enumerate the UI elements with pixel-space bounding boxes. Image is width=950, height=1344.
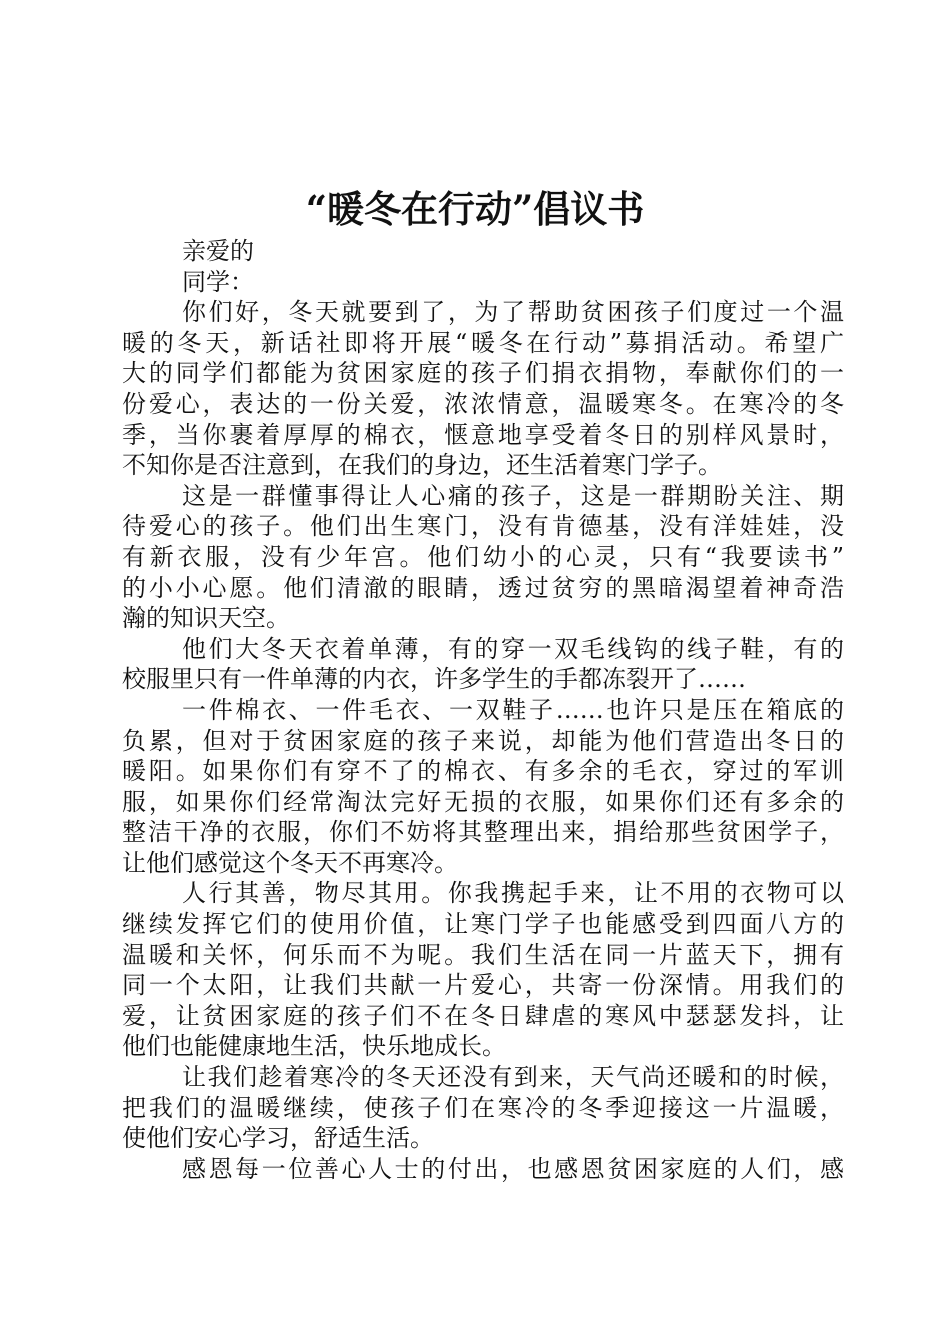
text-line: 爱，让贫困家庭的孩子们不在冬日肆虐的寒风中瑟瑟发抖，让 [122, 1001, 844, 1030]
text-line: 校服里只有一件单薄的内衣，许多学生的手都冻裂开了…… [122, 665, 746, 694]
text-line: 你们好，冬天就要到了，为了帮助贫困孩子们度过一个温 [182, 298, 844, 327]
text-line: 整洁干净的衣服，你们不妨将其整理出来，捐给那些贫困学子， [122, 818, 844, 847]
text-line: 不知你是否注意到，在我们的身边，还生活着寒门学子。 [122, 451, 722, 480]
document-title: “暖冬在行动”倡议书 [305, 187, 645, 231]
text-line: 人行其善，物尽其用。你我携起手来，让不用的衣物可以 [182, 879, 844, 908]
text-line: 服，如果你们经常淘汰完好无损的衣服，如果你们还有多余的 [122, 787, 844, 816]
text-line: 份爱心，表达的一份关爱，浓浓情意，温暖寒冬。在寒冷的冬 [122, 389, 844, 418]
text-line: 使他们安心学习，舒适生活。 [122, 1124, 434, 1153]
text-line: 他们大冬天衣着单薄，有的穿一双毛线钩的线子鞋，有的 [182, 634, 844, 663]
text-line: 暖阳。如果你们有穿不了的棉衣、有多余的毛衣，穿过的军训 [122, 757, 844, 786]
text-line: 暖的冬天，新话社即将开展“暖冬在行动”募捐活动。希望广 [122, 328, 844, 357]
text-line: 亲爱的 [182, 237, 254, 265]
text-line: 把我们的温暖继续，使孩子们在寒冷的冬季迎接这一片温暖， [122, 1093, 844, 1122]
text-line: 感恩每一位善心人士的付出，也感恩贫困家庭的人们，感 [182, 1154, 844, 1183]
text-line: 让我们趁着寒冷的冬天还没有到来，天气尚还暖和的时候， [182, 1063, 844, 1092]
text-line: 继续发挥它们的使用价值，让寒门学子也能感受到四面八方的 [122, 910, 844, 939]
text-line: 一件棉衣、一件毛衣、一双鞋子……也许只是压在箱底的 [182, 695, 844, 724]
text-line: 季，当你裹着厚厚的棉衣，惬意地享受着冬日的别样风景时， [122, 420, 844, 449]
text-line: 有新衣服，没有少年宫。他们幼小的心灵，只有“我要读书” [122, 542, 844, 571]
text-line: 大的同学们都能为贫困家庭的孩子们捐衣捐物，奉献你们的一 [122, 359, 844, 388]
document-body [122, 236, 844, 1184]
text-line: 同学： [182, 267, 254, 296]
text-line: 让他们感觉这个冬天不再寒冷。 [122, 848, 458, 877]
text-line: 同一个太阳，让我们共献一片爱心，共寄一份深情。用我们的 [122, 971, 844, 1000]
text-line: 待爱心的孩子。他们出生寒门，没有肯德基，没有洋娃娃，没 [122, 512, 844, 541]
text-line: 他们也能健康地生活，快乐地成长。 [122, 1032, 506, 1061]
text-line: 瀚的知识天空。 [122, 604, 290, 633]
text-line: 的小小心愿。他们清澈的眼睛，透过贫穷的黑暗渴望着神奇浩 [122, 573, 844, 602]
text-line: 负累，但对于贫困家庭的孩子来说，却能为他们营造出冬日的 [122, 726, 844, 755]
text-line: 温暖和关怀，何乐而不为呢。我们生活在同一片蓝天下，拥有 [122, 940, 844, 969]
text-line: 这是一群懂事得让人心痛的孩子，这是一群期盼关注、期 [182, 481, 844, 510]
